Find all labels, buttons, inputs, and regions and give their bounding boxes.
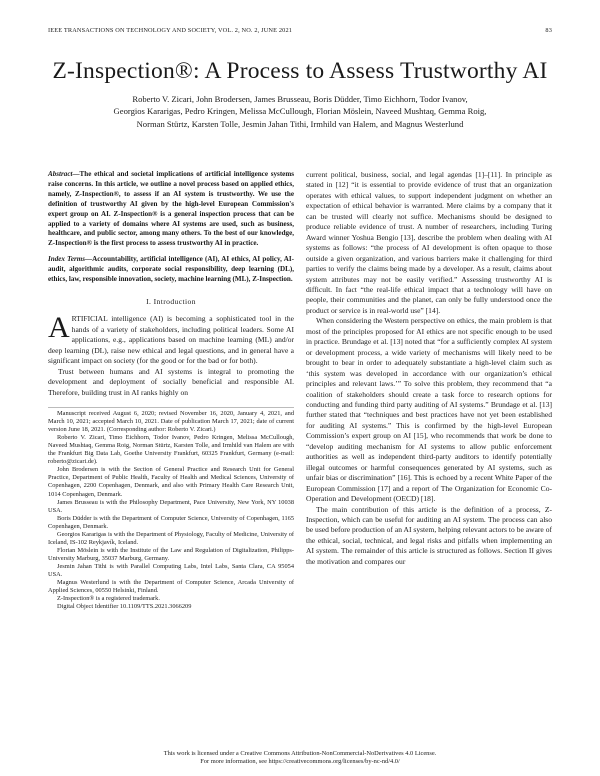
intro-paragraph-1-text: RTIFICIAL intelligence (AI) is becoming a sophisticated tool in the hands of a variety of stakeholders, including political leaders. Some AI applications, e.g., applications based on machine learning (ML) and/or deep learning (DL), raise new ethical and legal questions, and in general have a significant impact on society (for the good or for the bad or for both). (48, 314, 294, 366)
footnote: John Brodersen is with the Section of General Practice and Research Unit for General Practice, Department of Public Health, Faculty of Health and Medical Sciences, University of Copenhagen, 2200 Copenhagen, Denmark, and also with Primary Health Care Research Unit, 1014 Copenhagen, Denmark. (48, 466, 294, 498)
author-line-1-text: Roberto V. Zicari, John Brodersen, James Brusseau, Boris Düdder, Timo Eichhorn, Todor Ivanov, (132, 94, 468, 104)
body-paragraph: current political, business, social, and legal agendas [1]–[11]. In principle as stated in [12] “it is essential to provide evidence of trust that an organization operates with ethical values, to support independent judgment on whether an expectation of ethical behavior is warranted. Mere claims by a company that it can be trusted will clearly not suffice. Mechanisms should be designed to produce reliable evidence of trust. A number of researchers, including Turing Award winner Yoshua Bengio [13], describe the problem when dealing with AI systems as follows: “the process of AI development is often opaque to those outside a given organization, and various barriers make it challenging for third parties to verify the claims being made by a developer. As a result, claims about system attributes may not be easily verified.” Assessing trustworthy AI is difficult. In fact “the real-life ethical impact that a technology will have on people, their communities and the planet, can only be fully understood once the product or service is in real-world use” [14]. (306, 170, 552, 315)
abstract-text: —The ethical and societal implications of artificial intelligence systems raise concerns. In this article, we outline a novel process based on applied ethics, namely, Z-Inspection®, to assess if an AI system is trustworthy. We use the definition of trustworthy AI given by the high-level European Commission's expert group on AI. Z-Inspection® is a general inspection process that can be applied to a variety of domains where AI systems are used, such as business, healthcare, and public sector, among many others. To the best of our knowledge, Z-Inspection® is the first process to assess trustworthy AI in practice. (48, 170, 294, 248)
intro-paragraph-2: Trust between humans and AI systems is integral to promoting the development and deployment of socially beneficial and responsible AI. Therefore, building trust in AI ranks highly on (48, 366, 294, 397)
footnote: Florian Möslein is with the Institute of the Law and Regulation of Digitalization, Philipps-University Marburg, 35037 Marburg, Germany. (48, 546, 294, 562)
footnote: Roberto V. Zicari, Timo Eichhorn, Todor Ivanov, Pedro Kringen, Melissa McCullough, Naveed Mushtaq, Gemma Roig, Norman Stürtz, Karsten Tolle, and Irmhild van Halem are with the Frankfurt Big Data Lab, Goethe University Frankfurt, 60325 Frankfurt, Germany (e-mail: roberto@zicari.de). (48, 434, 294, 466)
author-line-1 (40, 93, 560, 105)
author-line-3: Norman Stürtz, Karsten Tolle, Jesmin Jahan Tithi, Irmhild van Halem, and Magnus Westerlund (136, 118, 464, 129)
license-line-2: For more information, see https://creativecommons.org/licenses/by-nc-nd/4.0/ (200, 758, 400, 765)
index-terms (48, 255, 294, 285)
author-list (40, 93, 560, 130)
footnote: Jesmin Jahan Tithi is with Parallel Computing Labs, Intel Labs, Santa Clara, CA 95054 USA. (48, 562, 294, 578)
footnotes (48, 407, 294, 611)
footnote: Z-Inspection® is a registered trademark. (57, 595, 160, 603)
drop-cap: A (48, 311, 70, 345)
intro-paragraph-1 (48, 311, 294, 366)
body-paragraph: When considering the Western perspective on ethics, the main problem is that most of the principles proposed for AI ethics are not specific enough to be used in practice. Brundage et al. [13] noted that “for a sufficiently complex AI system or development process, a wide variety of mechanisms will likely need to be brought to bear in order to adequately substantiate a high-level claim such as ‘this system was developed in accordance with our organization’s ethical principles and relevant laws.’” To solve this problem, they recommend that “a coalition of stakeholders should create a task force to research options for conducting and funding third party auditing of AI systems.” Brundage et al. [13] further stated that “techniques and best practices have not yet been established for auditing AI systems.” This is confirmed by the high-level European Commission’s expert group on AI [15], who recommends that work be done to “develop auditing mechanism for AI systems to allow public enforcement authorities as well as independent third-party auditors to identify potentially illegal outcomes or harmful consequences generated by AI systems, such as unfair bias or discrimination” [16]. This is echoed by a recent White Paper of the European Commission [17] and a report of The Organization for Economic Co-Operation and Development (OECD) [18]. (306, 316, 552, 504)
body-paragraph: The main contribution of this article is the definition of a process, Z-Inspection, which can be useful for auditing an AI system. The process can also be used before production of an AI system, helping relevant actors to be aware of the ethical, social, technical, and legal risks and pitfalls when implementing an AI system. The remainder of this article is structured as follows. Section II gives the motivation and compares our (306, 504, 552, 566)
footnote: Manuscript received August 6, 2020; revised November 16, 2020, January 4, 2021, and March 10, 2021; accepted March 10, 2021. Date of publication March 17, 2021; date of current version June 18, 2021. (Corresponding author: Roberto V. Zicari.) (48, 410, 294, 434)
section-heading: I. Introduction (146, 296, 196, 306)
right-column (306, 170, 552, 567)
license-footer (0, 750, 600, 766)
license-line-1: This work is licensed under a Creative Commons Attribution-NonCommercial-NoDerivatives 4.0 License. (163, 750, 437, 757)
footnote: Boris Düdder is with the Department of Computer Science, University of Copenhagen, 1165 Copenhagen, Denmark. (48, 514, 294, 530)
footnote: James Brusseau is with the Philosophy Department, Pace University, New York, NY 10038 USA. (48, 498, 294, 514)
running-header (48, 27, 552, 37)
footnote: Magnus Westerlund is with the Department of Computer Science, Arcada University of Applied Sciences, 00550 Helsinki, Finland. (48, 579, 294, 595)
footnote-doi: Digital Object Identifier 10.1109/TTS.2021.3066209 (57, 603, 192, 611)
left-column (48, 170, 294, 611)
index-terms-label: Index Terms (48, 255, 86, 264)
author-line-2: Georgios Kararigas, Pedro Kringen, Melissa McCullough, Florian Möslein, Naveed Mushtaq, Gemma Roig, (113, 106, 487, 117)
abstract (48, 170, 294, 249)
index-terms-text: —Accountability, artificial intelligence (AI), AI ethics, AI policy, AI-audit, algorithmic audits, corporate social responsibility, deep learning (DL), ethics, law, responsible innovation, society, machine learning (ML), Z-Inspection. (48, 255, 294, 284)
journal-name: IEEE TRANSACTIONS ON TECHNOLOGY AND SOCIETY, VOL. 2, NO. 2, JUNE 2021 (48, 27, 293, 34)
footnote: Georgios Kararigas is with the Department of Physiology, Faculty of Medicine, University of Iceland, IS-102 Reykjavík, Iceland. (48, 530, 294, 546)
abstract-label: Abstract (48, 170, 73, 178)
page-number: 83 (545, 27, 552, 34)
paper-title: Z-Inspection®: A Process to Assess Trustworthy AI (52, 58, 548, 84)
